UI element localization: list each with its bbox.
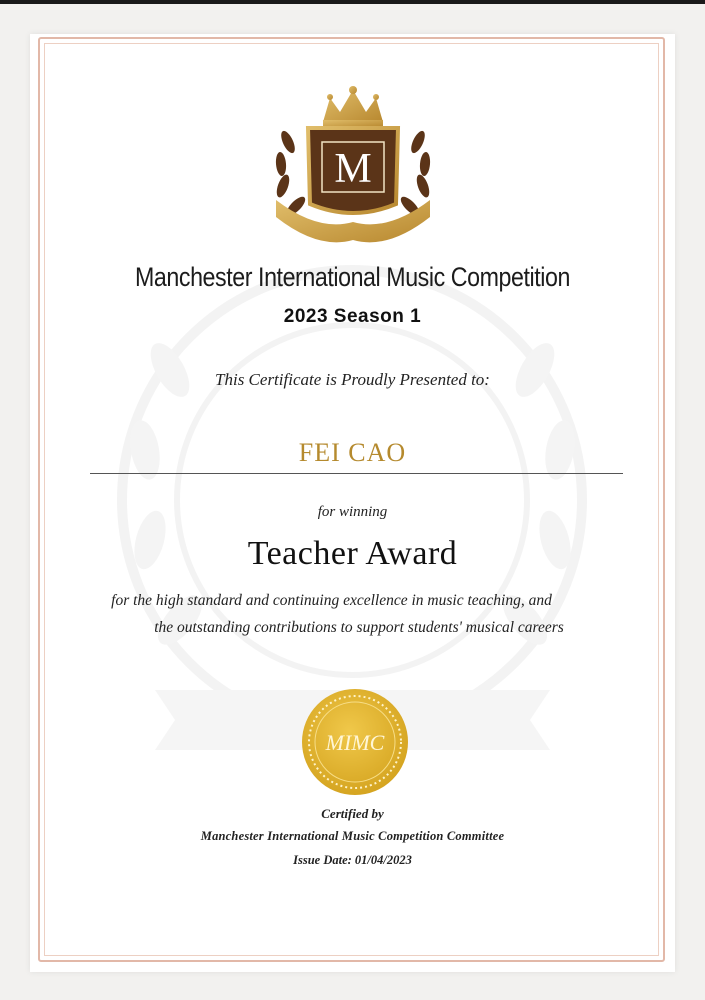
season-label: 2023 Season 1 <box>283 306 422 327</box>
crest-letter: M <box>334 146 372 192</box>
award-title: Teacher Award <box>247 535 458 572</box>
issue-date: Issue Date: 01/04/2023 <box>293 853 412 867</box>
description-line-2: the outstanding contributions to support students' musical careers <box>154 619 564 636</box>
seal-text: MIMC <box>325 730 385 755</box>
presented-to-label: This Certificate is Proudly Presented to: <box>215 370 490 389</box>
gold-seal-icon <box>301 688 409 796</box>
recipient-name: FEI CAO <box>298 438 407 467</box>
top-bar <box>0 0 705 4</box>
organization-title: Manchester International Music Competition <box>135 262 570 292</box>
name-underline <box>90 473 623 474</box>
for-winning-label: for winning <box>317 504 388 520</box>
certified-by-label: Certified by <box>321 806 384 821</box>
committee-name: Manchester International Music Competition Committee <box>200 829 505 843</box>
crown-laurel-crest-icon <box>268 82 438 250</box>
description-line-1: for the high standard and continuing excellence in music teaching, and <box>111 592 552 609</box>
